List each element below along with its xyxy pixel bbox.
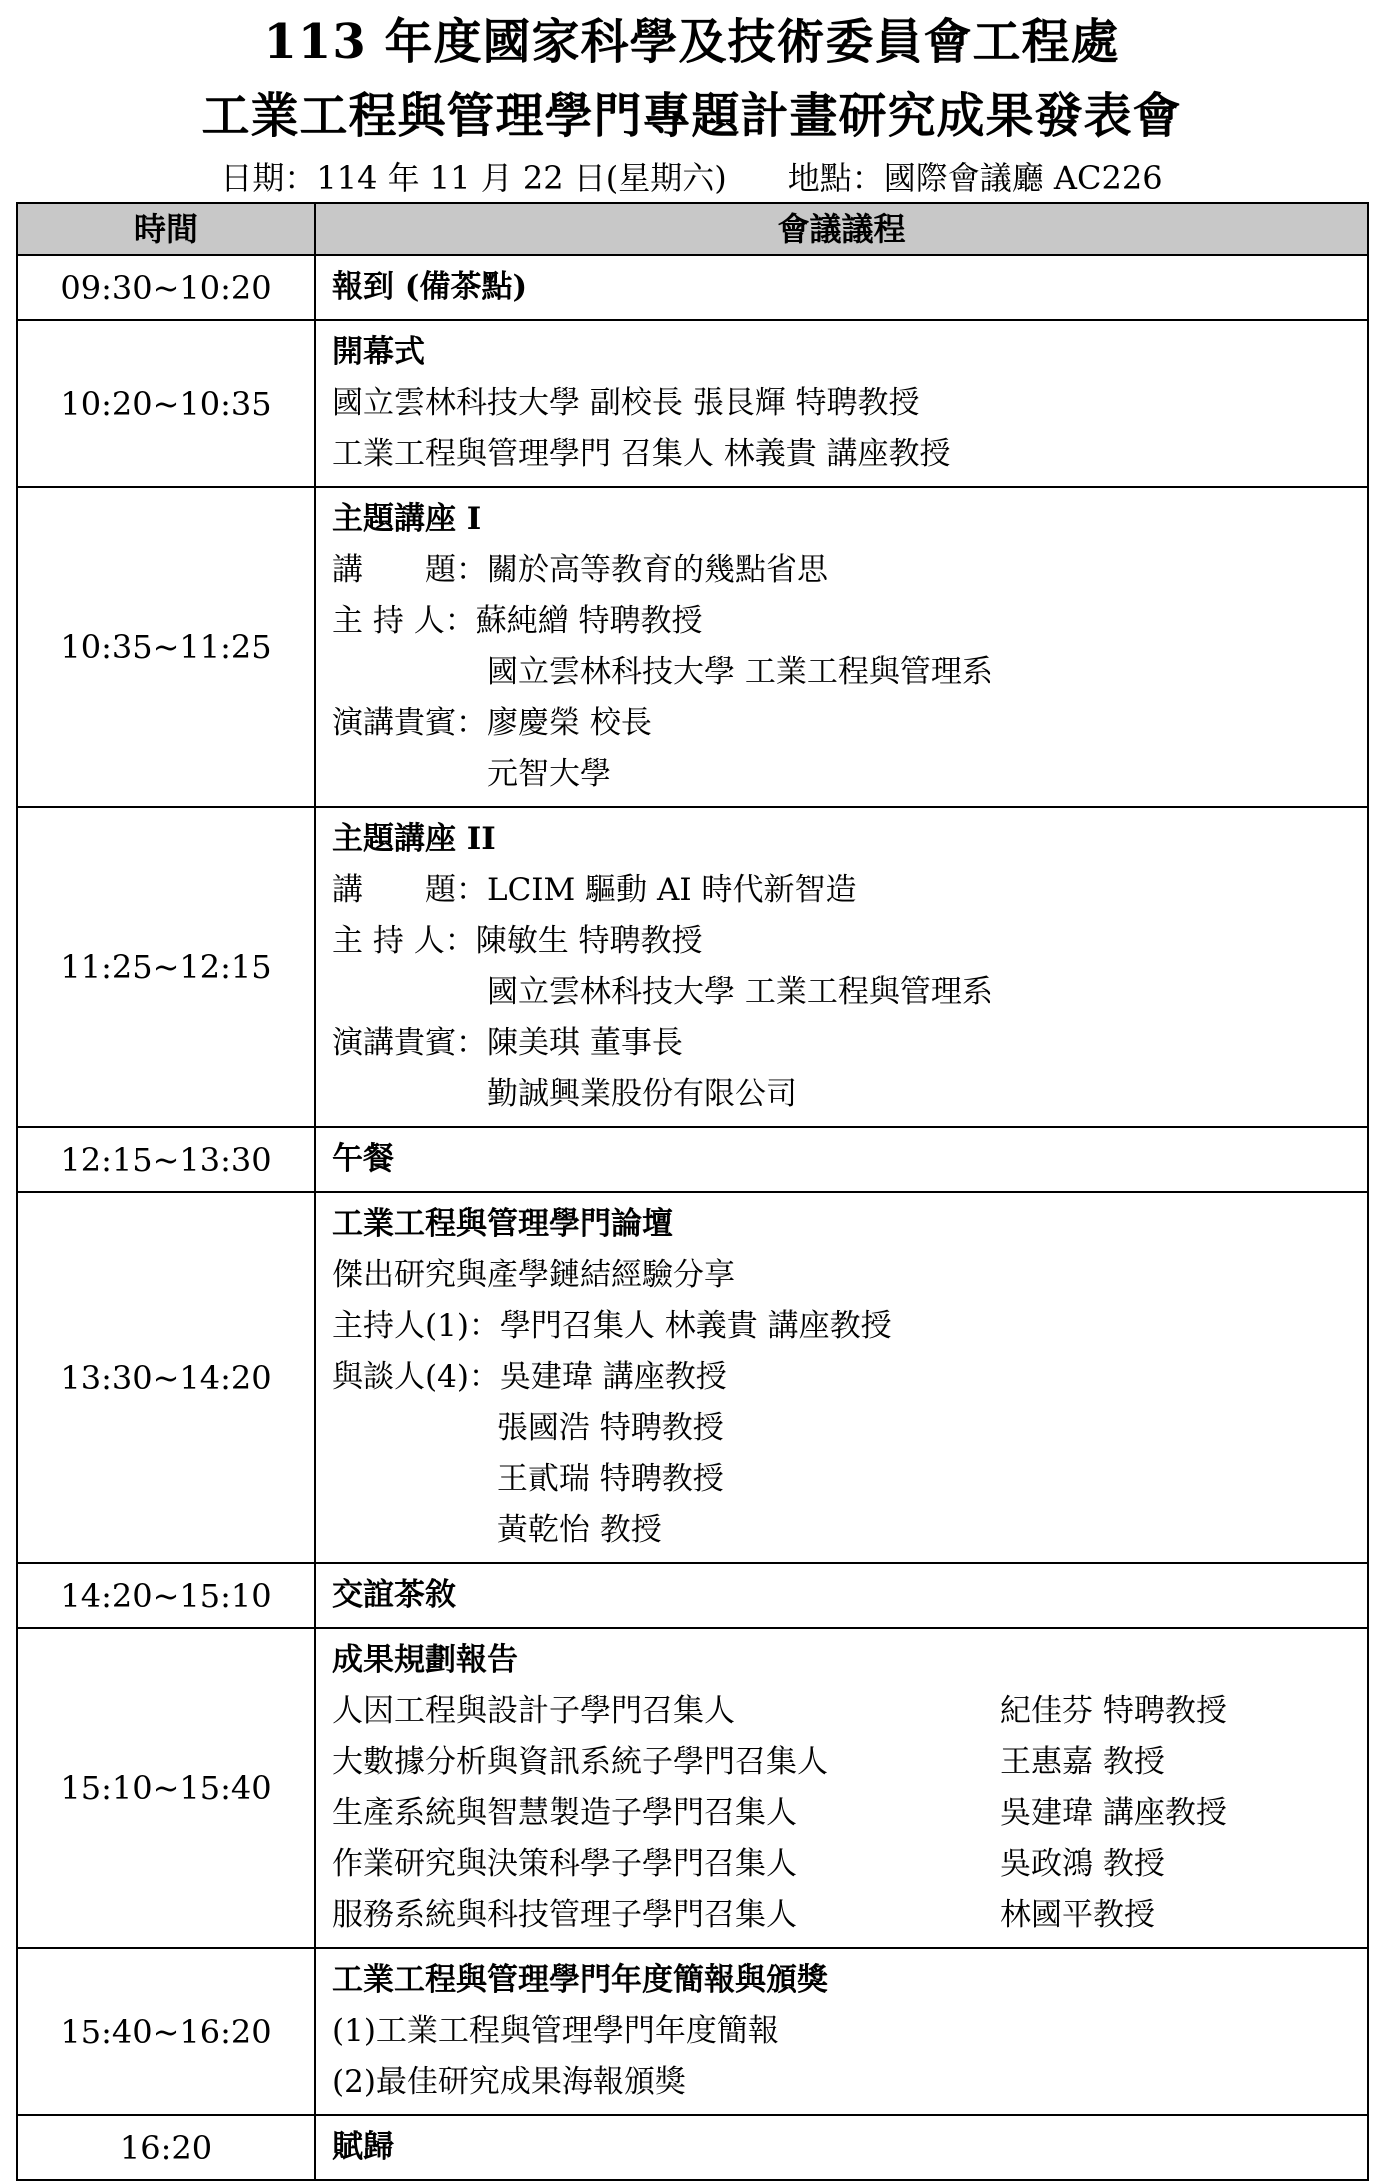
- session-agenda: [315, 1192, 1368, 1563]
- session-title: 工業工程與管理學門論壇: [332, 1206, 673, 1242]
- agenda-line: 國立雲林科技大學 工業工程與管理系: [332, 654, 993, 690]
- session-title: 成果規劃報告: [332, 1642, 518, 1678]
- session-title: 報到 (備茶點): [332, 269, 528, 305]
- agenda-line: [332, 1890, 1367, 1941]
- agenda-line: (1)工業工程與管理學門年度簡報: [332, 2013, 779, 2049]
- session-agenda: [315, 1563, 1368, 1628]
- subfield-convener-label: 大數據分析與資訊系統子學門召集人: [332, 1744, 828, 1780]
- session-agenda: [315, 487, 1368, 807]
- agenda-line: 主 持 人：蘇純繒 特聘教授: [332, 603, 703, 639]
- session-time: 10:35~11:25: [17, 487, 315, 807]
- session-time: 09:30~10:20: [17, 255, 315, 320]
- table-row: [17, 320, 1368, 487]
- convener-name: 吳建瑋 講座教授: [1000, 1795, 1227, 1831]
- agenda-line: 勤誠興業股份有限公司: [332, 1076, 797, 1112]
- agenda-line: 演講貴賓：陳美琪 董事長: [332, 1025, 683, 1061]
- convener-name: 吳政鴻 教授: [1000, 1846, 1165, 1882]
- agenda-line: (2)最佳研究成果海報頒獎: [332, 2064, 686, 2100]
- table-row: [17, 807, 1368, 1127]
- session-time: 15:10~15:40: [17, 1628, 315, 1948]
- agenda-line: [332, 1788, 1367, 1839]
- agenda-line: 傑出研究與產學鏈結經驗分享: [332, 1257, 735, 1293]
- convener-name: 王惠嘉 教授: [1000, 1744, 1165, 1780]
- subfield-convener-label: 服務系統與科技管理子學門召集人: [332, 1897, 797, 1933]
- table-row: [17, 487, 1368, 807]
- agenda-line: 講 題：LCIM 驅動 AI 時代新智造: [332, 872, 857, 908]
- session-title: 主題講座 II: [332, 821, 496, 857]
- table-header-row: [17, 203, 1368, 255]
- session-time: 16:20: [17, 2115, 315, 2180]
- session-time: 11:25~12:15: [17, 807, 315, 1127]
- agenda-line: 王貳瑞 特聘教授: [332, 1461, 724, 1497]
- session-time: 10:20~10:35: [17, 320, 315, 487]
- agenda-line: 演講貴賓：廖慶榮 校長: [332, 705, 652, 741]
- session-agenda: [315, 255, 1368, 320]
- session-agenda: [315, 807, 1368, 1127]
- date-location-line: 日期：114 年 11 月 22 日(星期六) 地點：國際會議廳 AC226: [220, 159, 1163, 197]
- agenda-table: [16, 202, 1369, 2181]
- agenda-line: 與談人(4)：吳建瑋 講座教授: [332, 1359, 727, 1395]
- convener-name: 紀佳芬 特聘教授: [1000, 1693, 1227, 1729]
- session-title: 主題講座 I: [332, 501, 482, 537]
- agenda-line: 張國浩 特聘教授: [332, 1410, 724, 1446]
- subfield-convener-label: 生產系統與智慧製造子學門召集人: [332, 1795, 797, 1831]
- page-subtitle: 工業工程與管理學門專題計畫研究成果發表會: [201, 88, 1182, 144]
- session-agenda: [315, 1127, 1368, 1192]
- table-row: [17, 1563, 1368, 1628]
- agenda-line: 工業工程與管理學門 召集人 林義貴 講座教授: [332, 436, 951, 472]
- agenda-line: 國立雲林科技大學 副校長 張艮輝 特聘教授: [332, 385, 920, 421]
- table-row: [17, 2115, 1368, 2180]
- table-row: [17, 255, 1368, 320]
- agenda-line: 主 持 人：陳敏生 特聘教授: [332, 923, 703, 959]
- table-row: [17, 1127, 1368, 1192]
- table-row: [17, 1628, 1368, 1948]
- session-title: 午餐: [332, 1141, 394, 1177]
- agenda-line: 主持人(1)：學門召集人 林義貴 講座教授: [332, 1308, 892, 1344]
- session-title: 工業工程與管理學門年度簡報與頒獎: [332, 1962, 828, 1998]
- session-agenda: [315, 320, 1368, 487]
- agenda-body: [17, 255, 1368, 2180]
- header-time: 時間: [17, 203, 315, 255]
- page-title: 113 年度國家科學及技術委員會工程處: [263, 14, 1120, 70]
- subfield-convener-label: 人因工程與設計子學門召集人: [332, 1693, 735, 1729]
- table-row: [17, 1948, 1368, 2115]
- agenda-line: [332, 1839, 1367, 1890]
- agenda-line: 國立雲林科技大學 工業工程與管理系: [332, 974, 993, 1010]
- session-time: 13:30~14:20: [17, 1192, 315, 1563]
- session-title: 交誼茶敘: [332, 1577, 456, 1613]
- session-agenda: [315, 2115, 1368, 2180]
- subfield-convener-label: 作業研究與決策科學子學門召集人: [332, 1846, 797, 1882]
- session-title: 開幕式: [332, 334, 425, 370]
- table-row: [17, 1192, 1368, 1563]
- session-agenda: [315, 1628, 1368, 1948]
- convener-name: 林國平教授: [1000, 1897, 1155, 1933]
- agenda-line: [332, 1686, 1367, 1737]
- agenda-line: 元智大學: [332, 756, 611, 792]
- agenda-line: [332, 1737, 1367, 1788]
- header-agenda: 會議議程: [315, 203, 1368, 255]
- agenda-line: 講 題：關於高等教育的幾點省思: [332, 552, 828, 588]
- session-time: 14:20~15:10: [17, 1563, 315, 1628]
- agenda-line: 黃乾怡 教授: [332, 1512, 662, 1548]
- session-title: 賦歸: [332, 2129, 394, 2165]
- session-time: 15:40~16:20: [17, 1948, 315, 2115]
- session-agenda: [315, 1948, 1368, 2115]
- session-time: 12:15~13:30: [17, 1127, 315, 1192]
